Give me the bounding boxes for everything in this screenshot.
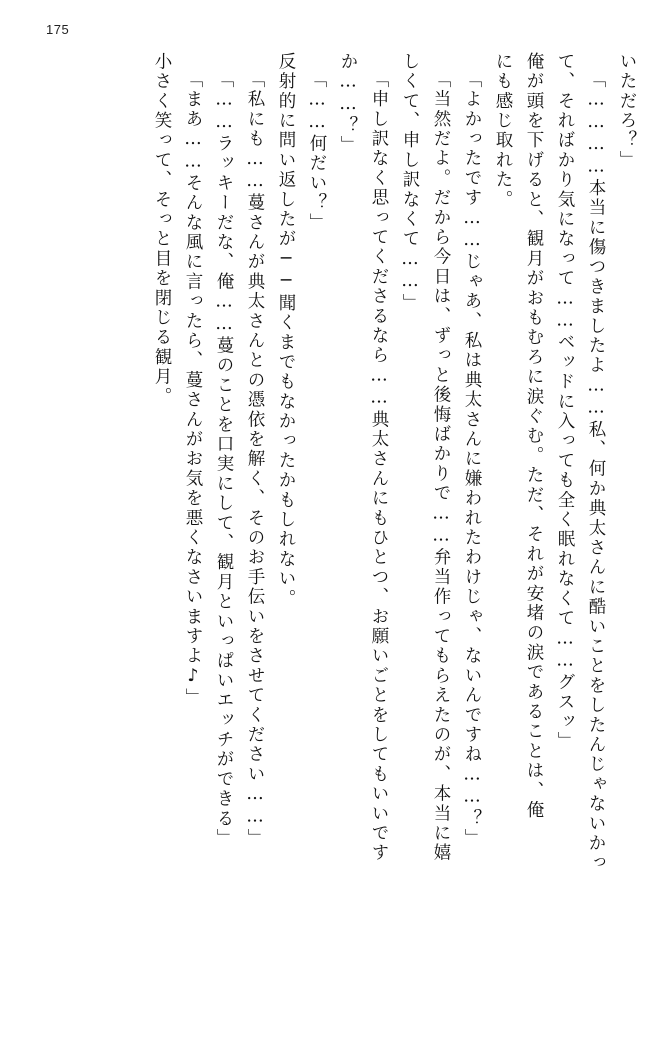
page-number: 175 [46,22,70,37]
page-text-block [34,52,635,1022]
text-line: 俺が頭を下げると、観月がおもむろに涙ぐむ。ただ、それが安堵の涙であることは、俺 [524,52,544,821]
text-line: 「よかったです……じゃあ、私は典太さんに嫌われたわけじゃ、ないんですね……？」 [462,70,482,849]
text-line: 「まあ……そんな風に言ったら、蔓さんがお気を悪くなさいますよ♪」 [183,70,203,708]
text-line: 反射的に問い返したが──聞くまでもなかったかもしれない。 [276,52,296,609]
text-line: て、そればかり気になって……ベッドに入っても全く眠れなくて……グスッ」 [555,52,575,752]
text-line: 「当然だよ。だから今日は、ずっと後悔ばかりで……弁当作ってもらえたのが、本当に嬉 [431,70,451,863]
text-line: 「……ラッキーだな、俺……蔓のことを口実にして、観月といっぱいエッチができる」 [214,70,234,849]
text-line: か……？」 [338,52,358,156]
text-line: 「私にも……蔓さんが典太さんとの憑依を解く、そのお手伝いをさせてください……」 [245,70,265,849]
text-line: いただろ？」 [617,52,637,171]
text-line: しくて、申し訳なくて……」 [400,52,420,314]
text-line: 「申し訳なく思ってくださるなら……典太さんにもひとつ、お願いごとをしてもいいです [369,70,389,863]
text-line: にも感じ取れた。 [493,52,513,210]
text-line: 「…………本当に傷つきましたよ……私、何か典太さんに酷いことをしたんじゃないかっ [586,70,606,873]
text-line: 「……何だい？」 [307,70,327,233]
text-line: 小さく笑って、そっと目を閉じる観月。 [152,52,172,407]
